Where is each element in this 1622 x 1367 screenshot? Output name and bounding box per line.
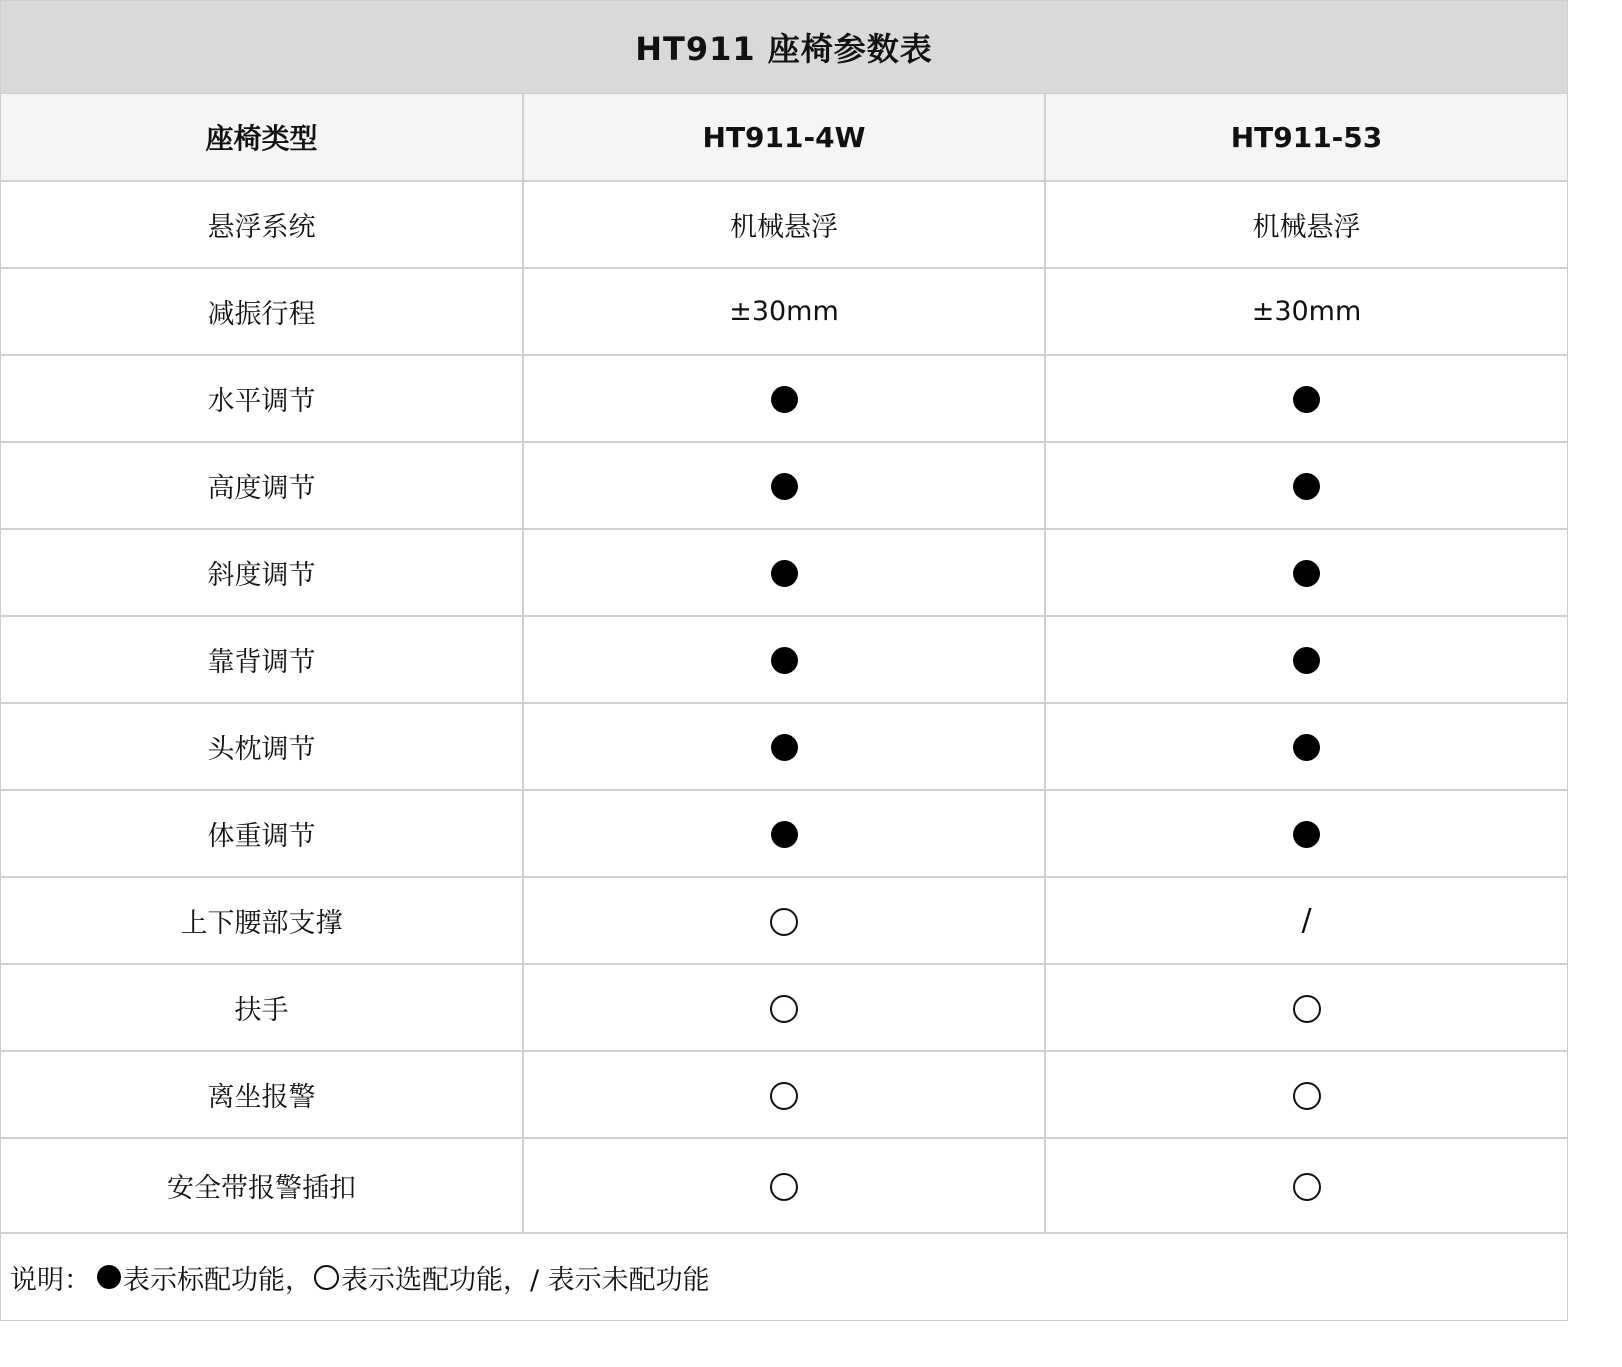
feature-label: 头枕调节 <box>1 703 523 790</box>
feature-value-model-1 <box>523 616 1045 703</box>
optional-mark-icon <box>314 1265 339 1290</box>
feature-value-model-1 <box>523 442 1045 529</box>
feature-label: 上下腰部支撑 <box>1 877 523 964</box>
feature-value-model-2: 机械悬浮 <box>1045 181 1567 268</box>
table-row <box>1 181 1567 268</box>
feature-value-model-1 <box>523 877 1045 964</box>
standard-mark-icon <box>97 1265 121 1289</box>
standard-filled-circle-icon <box>1293 473 1320 500</box>
feature-value-model-1: 机械悬浮 <box>523 181 1045 268</box>
table-row <box>1 703 1567 790</box>
feature-value-model-2 <box>1045 877 1567 964</box>
table-row <box>1 1138 1567 1233</box>
feature-value-model-1 <box>523 703 1045 790</box>
note-prefix: 说明： <box>10 1264 91 1296</box>
table-title: HT911 座椅参数表 <box>1 1 1567 94</box>
optional-hollow-circle-icon <box>1293 995 1321 1023</box>
feature-label: 体重调节 <box>1 790 523 877</box>
table-row <box>1 1051 1567 1138</box>
header-model-1: HT911-4W <box>523 94 1045 181</box>
table-row <box>1 268 1567 355</box>
standard-filled-circle-icon <box>771 473 798 500</box>
feature-value-model-2 <box>1045 529 1567 616</box>
feature-value-model-2: ±30mm <box>1045 268 1567 355</box>
feature-label: 靠背调节 <box>1 616 523 703</box>
standard-filled-circle-icon <box>771 821 798 848</box>
optional-hollow-circle-icon <box>1293 1082 1321 1110</box>
standard-filled-circle-icon <box>771 560 798 587</box>
optional-hollow-circle-icon <box>770 1082 798 1110</box>
spec-table <box>1 94 1567 1234</box>
feature-label: 水平调节 <box>1 355 523 442</box>
header-row <box>1 94 1567 181</box>
feature-label: 扶手 <box>1 964 523 1051</box>
feature-value-model-2 <box>1045 964 1567 1051</box>
feature-value-model-1: ±30mm <box>523 268 1045 355</box>
legend-note <box>1 1234 1567 1320</box>
table-row <box>1 877 1567 964</box>
standard-filled-circle-icon <box>1293 734 1320 761</box>
feature-value-model-2 <box>1045 355 1567 442</box>
feature-value-model-2 <box>1045 1051 1567 1138</box>
optional-hollow-circle-icon <box>1293 1173 1321 1201</box>
note-standard: 表示标配功能， <box>123 1264 312 1296</box>
optional-hollow-circle-icon <box>770 908 798 936</box>
table-row <box>1 616 1567 703</box>
not-available-slash: / <box>1301 903 1312 938</box>
feature-label: 斜度调节 <box>1 529 523 616</box>
standard-filled-circle-icon <box>1293 386 1320 413</box>
standard-filled-circle-icon <box>771 647 798 674</box>
header-label: 座椅类型 <box>1 94 523 181</box>
feature-value-model-1 <box>523 1051 1045 1138</box>
feature-value-model-1 <box>523 964 1045 1051</box>
standard-filled-circle-icon <box>771 386 798 413</box>
feature-value-model-1 <box>523 790 1045 877</box>
feature-label: 离坐报警 <box>1 1051 523 1138</box>
header-model-2: HT911-53 <box>1045 94 1567 181</box>
feature-value-model-1 <box>523 355 1045 442</box>
feature-value-model-1 <box>523 1138 1045 1233</box>
feature-value-model-2 <box>1045 1138 1567 1233</box>
feature-value-model-2 <box>1045 703 1567 790</box>
standard-filled-circle-icon <box>771 734 798 761</box>
standard-filled-circle-icon <box>1293 647 1320 674</box>
table-row <box>1 790 1567 877</box>
feature-value-model-2 <box>1045 616 1567 703</box>
optional-hollow-circle-icon <box>770 995 798 1023</box>
feature-label: 高度调节 <box>1 442 523 529</box>
feature-value-model-1 <box>523 529 1045 616</box>
feature-value-model-2 <box>1045 790 1567 877</box>
feature-label: 悬浮系统 <box>1 181 523 268</box>
table-row <box>1 529 1567 616</box>
feature-label: 减振行程 <box>1 268 523 355</box>
table-row <box>1 964 1567 1051</box>
standard-filled-circle-icon <box>1293 560 1320 587</box>
optional-hollow-circle-icon <box>770 1173 798 1201</box>
standard-filled-circle-icon <box>1293 821 1320 848</box>
feature-label: 安全带报警插扣 <box>1 1138 523 1233</box>
note-none: / 表示未配功能 <box>530 1264 710 1296</box>
note-optional: 表示选配功能， <box>341 1264 530 1296</box>
feature-value-model-2 <box>1045 442 1567 529</box>
table-row <box>1 442 1567 529</box>
table-row <box>1 355 1567 442</box>
